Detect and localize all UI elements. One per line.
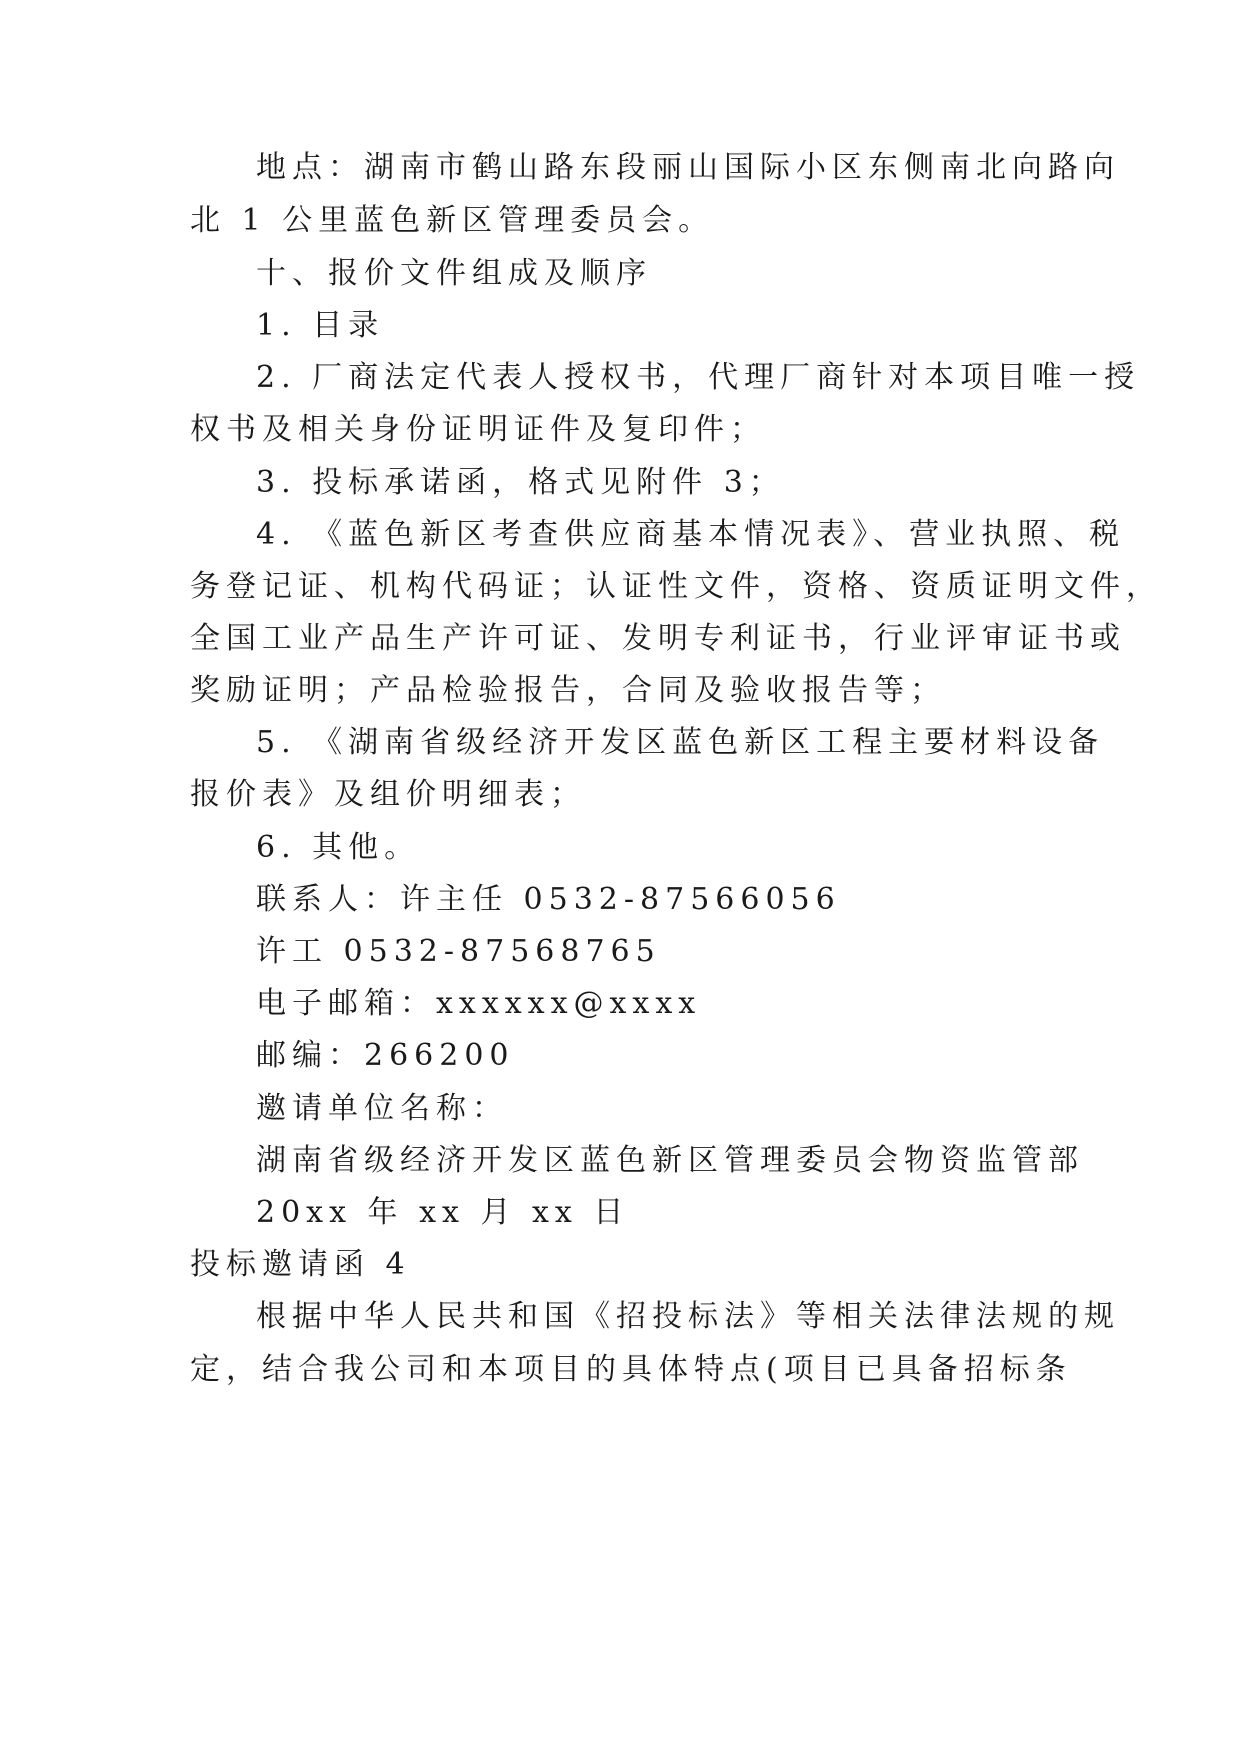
list-item: 4. 《蓝色新区考查供应商基本情况表》、营业执照、税 xyxy=(256,517,1126,552)
text-line: 奖励证明；产品检验报告，合同及验收报告等； xyxy=(190,673,946,708)
list-item: 2. 厂商法定代表人授权书，代理厂商针对本项目唯一授 xyxy=(256,360,1141,395)
inviter-name: 湖南省级经济开发区蓝色新区管理委员会物资监管部 xyxy=(256,1143,1084,1178)
text-line: 北 1 公里蓝色新区管理委员会。 xyxy=(190,203,715,238)
list-item: 1. 目录 xyxy=(256,308,385,343)
email-line: 电子邮箱：xxxxxx@xxxx xyxy=(256,986,702,1021)
text-line: 定，结合我公司和本项目的具体特点(项目已具备招标条 xyxy=(190,1352,1072,1387)
contact-line: 联系人：许主任 0532-87566056 xyxy=(256,882,841,917)
postcode-line: 邮编：266200 xyxy=(256,1038,515,1073)
list-item: 5. 《湖南省级经济开发区蓝色新区工程主要材料设备 xyxy=(256,725,1105,760)
list-item: 6. 其他。 xyxy=(256,830,421,865)
text-line: 根据中华人民共和国《招投标法》等相关法律法规的规 xyxy=(256,1299,1120,1334)
text-line: 务登记证、机构代码证；认证性文件，资格、资质证明文件， xyxy=(190,569,1162,604)
text-line: 报价表》及组价明细表； xyxy=(190,777,586,812)
list-item: 3. 投标承诺函，格式见附件 3； xyxy=(256,465,785,500)
contact-line: 许工 0532-87568765 xyxy=(256,934,661,969)
text-line: 地点：湖南市鹤山路东段丽山国际小区东侧南北向路向 xyxy=(256,150,1120,185)
inviter-label: 邀请单位名称： xyxy=(256,1091,508,1126)
text-line: 全国工业产品生产许可证、发明专利证书，行业评审证书或 xyxy=(190,621,1126,656)
text-line: 权书及相关身份证明证件及复印件； xyxy=(190,412,766,447)
date-line: 20xx 年 xx 月 xx 日 xyxy=(256,1195,630,1230)
document-title: 投标邀请函 4 xyxy=(190,1247,411,1282)
section-heading: 十、报价文件组成及顺序 xyxy=(256,256,652,291)
